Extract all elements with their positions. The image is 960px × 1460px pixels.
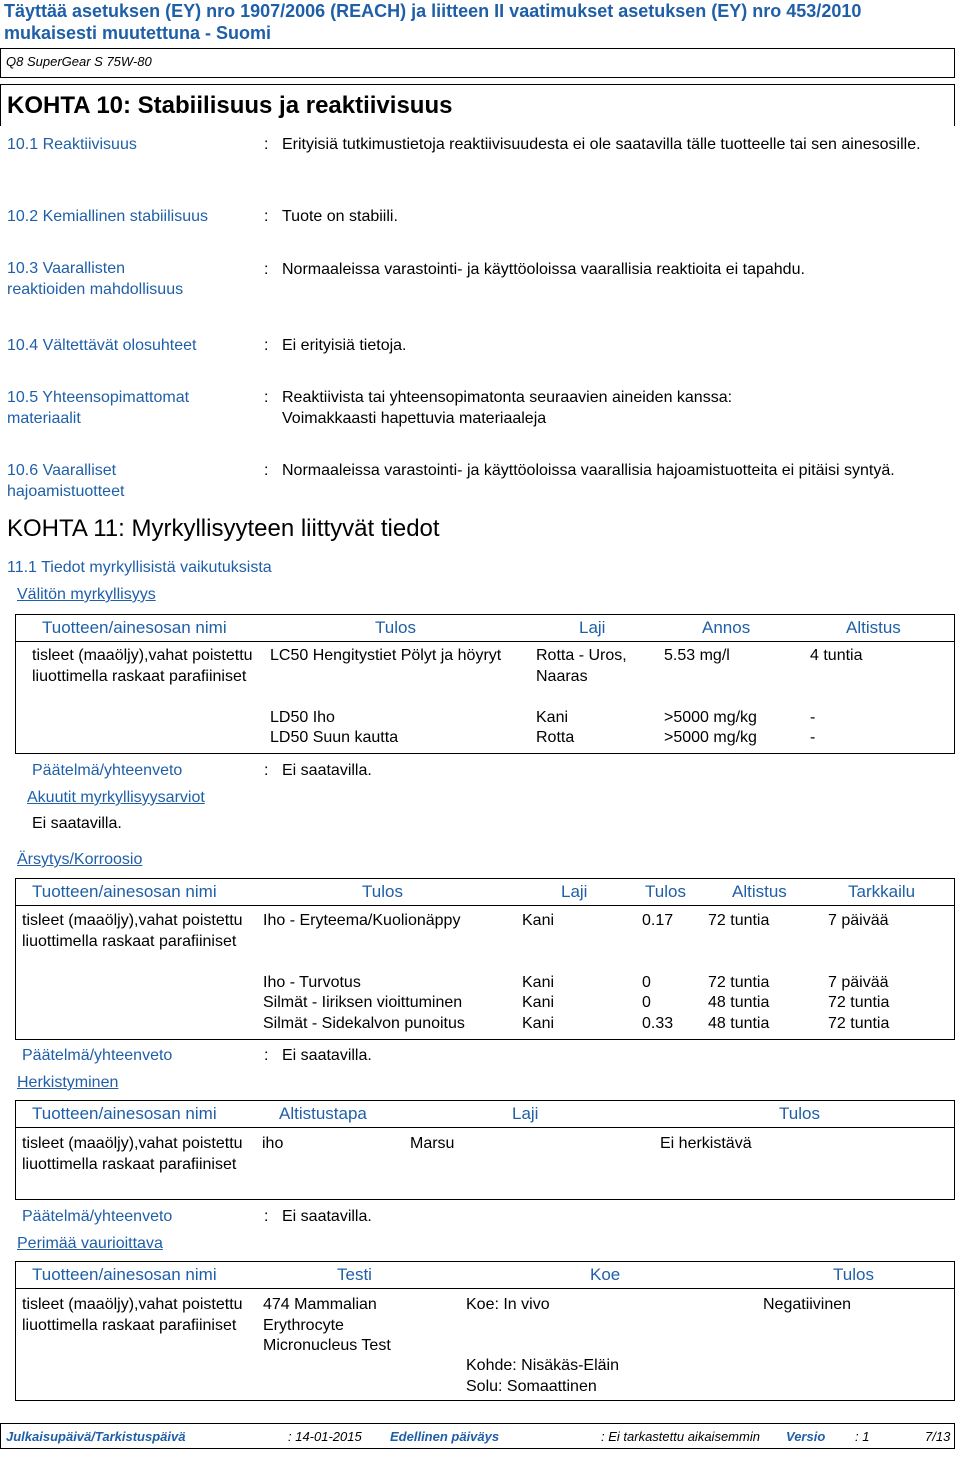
row-10-3-value: Normaaleissa varastointi- ja käyttöoloissa vaarallisia reaktioita ei tapahdu.	[282, 261, 805, 278]
sensitization-conclusion-value: Ei saatavilla.	[282, 1208, 372, 1225]
acute-conclusion-value: Ei saatavilla.	[282, 762, 372, 779]
irritation-col-tarkkailu: Tarkkailu	[848, 882, 916, 901]
irritation-row3-tarkkailu: 72 tuntia	[828, 994, 890, 1011]
acute-col-altistus: Altistus	[846, 618, 901, 637]
irritation-row2-tulos2: 0	[642, 974, 651, 991]
sensitization-col-altistustapa: Altistustapa	[279, 1104, 367, 1123]
row-10-5-label: 10.5 Yhteensopimattomat materiaalit	[7, 389, 190, 427]
sensitization-col-tulos: Tulos	[779, 1104, 820, 1123]
mutagenicity-koe-2: Kohde: Nisäkäs-Eläin	[466, 1357, 619, 1374]
irritation-row2-tulos: Iho - Turvotus	[263, 974, 361, 991]
sensitization-altistustapa: iho	[262, 1135, 284, 1152]
row-10-1-value: Erityisiä tutkimustietoja reaktiivisuudesta ei ole saatavilla tälle tuotteelle tai sen ainesosille.	[282, 136, 921, 153]
irritation-row4-laji: Kani	[522, 1015, 555, 1032]
section-11-subtitle: 11.1 Tiedot myrkyllisistä vaikutuksista	[7, 559, 272, 576]
acute-toxicity-heading: Välitön myrkyllisyys	[17, 586, 156, 603]
irritation-row1-altistus: 72 tuntia	[708, 912, 770, 929]
acute-estimates-heading: Akuutit myrkyllisyysarviot	[27, 789, 205, 806]
sensitization-col-laji: Laji	[512, 1104, 539, 1123]
sensitization-conclusion-colon: :	[264, 1208, 269, 1225]
row-10-1-label: 10.1 Reaktiivisuus	[7, 136, 137, 153]
row-10-1-colon: :	[264, 136, 269, 153]
section-10-title: KOHTA 10: Stabiilisuus ja reaktiivisuus	[7, 92, 453, 119]
irritation-row2-laji: Kani	[522, 974, 555, 991]
product-name: Q8 SuperGear S 75W-80	[6, 54, 152, 69]
mutagenicity-substance: tisleet (maaöljy),vahat poistettu liuottimella raskaat parafiiniset	[22, 1296, 243, 1334]
row-10-4-value: Ei erityisiä tietoja.	[282, 337, 407, 354]
irritation-row3-altistus: 48 tuntia	[708, 994, 770, 1011]
row-10-2-colon: :	[264, 208, 269, 225]
mutagenicity-testi: 474 Mammalian Erythrocyte Micronucleus Test	[263, 1296, 391, 1354]
acute-row3-annos: >5000 mg/kg	[664, 729, 757, 746]
sensitization-tulos: Ei herkistävä	[660, 1135, 752, 1152]
sensitization-heading: Herkistyminen	[17, 1074, 119, 1091]
sensitization-col-name: Tuotteen/ainesosan nimi	[32, 1104, 217, 1123]
row-10-6-label: 10.6 Vaaralliset hajoamistuotteet	[7, 462, 125, 500]
mutagenicity-koe-1: Koe: In vivo	[466, 1296, 550, 1313]
irritation-row4-tulos2: 0.33	[642, 1015, 674, 1032]
acute-row1-altistus: 4 tuntia	[810, 647, 863, 664]
irritation-row4-tulos: Silmät - Sidekalvon punoitus	[263, 1015, 465, 1032]
irritation-row3-tulos: Silmät - Iiriksen vioittuminen	[263, 994, 463, 1011]
acute-row1-laji: Rotta - Uros, Naaras	[536, 647, 627, 685]
mutagenicity-col-testi: Testi	[337, 1265, 372, 1284]
irritation-row3-laji: Kani	[522, 994, 555, 1011]
footer-version-label: Versio	[786, 1429, 826, 1444]
acute-row3-tulos: LD50 Suun kautta	[270, 729, 399, 746]
mutagenicity-col-koe: Koe	[590, 1265, 621, 1284]
irritation-substance: tisleet (maaöljy),vahat poistettu liuottimella raskaat parafiiniset	[22, 912, 243, 950]
irritation-conclusion-label: Päätelmä/yhteenveto	[22, 1047, 173, 1064]
mutagenicity-tulos: Negatiivinen	[763, 1296, 852, 1313]
row-10-3-label: 10.3 Vaarallisten reaktioiden mahdollisuus	[7, 260, 184, 298]
row-10-5-colon: :	[264, 389, 269, 406]
acute-row2-altistus: -	[810, 709, 816, 726]
mutagenicity-koe-3: Solu: Somaattinen	[466, 1378, 597, 1395]
acute-row3-laji: Rotta	[536, 729, 575, 746]
mutagenicity-col-name: Tuotteen/ainesosan nimi	[32, 1265, 217, 1284]
acute-estimates-value: Ei saatavilla.	[32, 815, 122, 832]
irritation-heading: Ärsytys/Korroosio	[17, 851, 143, 868]
acute-col-tulos: Tulos	[375, 618, 416, 637]
row-10-5-value-2: Voimakkaasti hapettuvia materiaaleja	[282, 410, 547, 427]
sensitization-laji: Marsu	[410, 1135, 455, 1152]
row-10-6-value: Normaaleissa varastointi- ja käyttöoloissa vaarallisia hajoamistuotteita ei pitäisi syntyä.	[282, 462, 895, 479]
irritation-row1-tulos2: 0.17	[642, 912, 674, 929]
irritation-row4-tarkkailu: 72 tuntia	[828, 1015, 890, 1032]
footer-issue-value: : 14-01-2015	[288, 1429, 362, 1444]
acute-row2-annos: >5000 mg/kg	[664, 709, 757, 726]
section-11-title: KOHTA 11: Myrkyllisyyteen liittyvät tiedot	[7, 515, 440, 542]
mutagenicity-heading: Perimää vaurioittava	[17, 1235, 163, 1252]
irritation-conclusion-value: Ei saatavilla.	[282, 1047, 372, 1064]
row-10-4-colon: :	[264, 337, 269, 354]
irritation-row3-tulos2: 0	[642, 994, 651, 1011]
irritation-col-tulos: Tulos	[362, 882, 403, 901]
mutagenicity-col-tulos: Tulos	[833, 1265, 874, 1284]
irritation-row1-tulos: Iho - Eryteema/Kuolionäppy	[263, 912, 461, 929]
irritation-row2-tarkkailu: 7 päivää	[828, 974, 889, 991]
acute-conclusion-label: Päätelmä/yhteenveto	[32, 762, 183, 779]
irritation-row1-tarkkailu: 7 päivää	[828, 912, 889, 929]
acute-col-annos: Annos	[702, 618, 751, 637]
sensitization-conclusion-label: Päätelmä/yhteenveto	[22, 1208, 173, 1225]
row-10-5-value: Reaktiivista tai yhteensopimatonta seuraavien aineiden kanssa:	[282, 389, 733, 406]
acute-row2-laji: Kani	[536, 709, 569, 726]
acute-row1-annos: 5.53 mg/l	[664, 647, 730, 664]
irritation-col-altistus: Altistus	[732, 882, 787, 901]
row-10-2-value: Tuote on stabiili.	[282, 208, 398, 225]
irritation-conclusion-colon: :	[264, 1047, 269, 1064]
acute-col-name: Tuotteen/ainesosan nimi	[42, 618, 227, 637]
row-10-3-colon: :	[264, 261, 269, 278]
irritation-col-name: Tuotteen/ainesosan nimi	[32, 882, 217, 901]
irritation-row1-laji: Kani	[522, 912, 555, 929]
acute-row3-altistus: -	[810, 729, 816, 746]
footer-prev-value: : Ei tarkastettu aikaisemmin	[601, 1429, 760, 1444]
row-10-6-colon: :	[264, 462, 269, 479]
sensitization-substance: tisleet (maaöljy),vahat poistettu liuottimella raskaat parafiiniset	[22, 1135, 243, 1173]
row-10-2-label: 10.2 Kemiallinen stabiilisuus	[7, 208, 208, 225]
acute-substance: tisleet (maaöljy),vahat poistettu liuottimella raskaat parafiiniset	[32, 647, 253, 685]
irritation-row4-altistus: 48 tuntia	[708, 1015, 770, 1032]
footer-page-number: 7/13	[925, 1429, 951, 1444]
footer-issue-label: Julkaisupäivä/Tarkistuspäivä	[6, 1429, 186, 1444]
footer-version-value: : 1	[855, 1429, 870, 1444]
acute-row1-tulos: LC50 Hengitystiet Pölyt ja höyryt	[270, 647, 502, 664]
footer-prev-label: Edellinen päiväys	[390, 1429, 500, 1444]
acute-row2-tulos: LD50 Iho	[270, 709, 335, 726]
irritation-col-laji: Laji	[561, 882, 588, 901]
document-header-title: Täyttää asetuksen (EY) nro 1907/2006 (REACH) ja liitteen II vaatimukset asetuksen (EY) nro 453/2010 mukaisesti muutettuna - Suomi	[4, 1, 862, 43]
irritation-row2-altistus: 72 tuntia	[708, 974, 770, 991]
acute-col-laji: Laji	[579, 618, 606, 637]
irritation-col-tulos2: Tulos	[645, 882, 686, 901]
row-10-4-label: 10.4 Vältettävät olosuhteet	[7, 337, 197, 354]
acute-conclusion-colon: :	[264, 762, 269, 779]
